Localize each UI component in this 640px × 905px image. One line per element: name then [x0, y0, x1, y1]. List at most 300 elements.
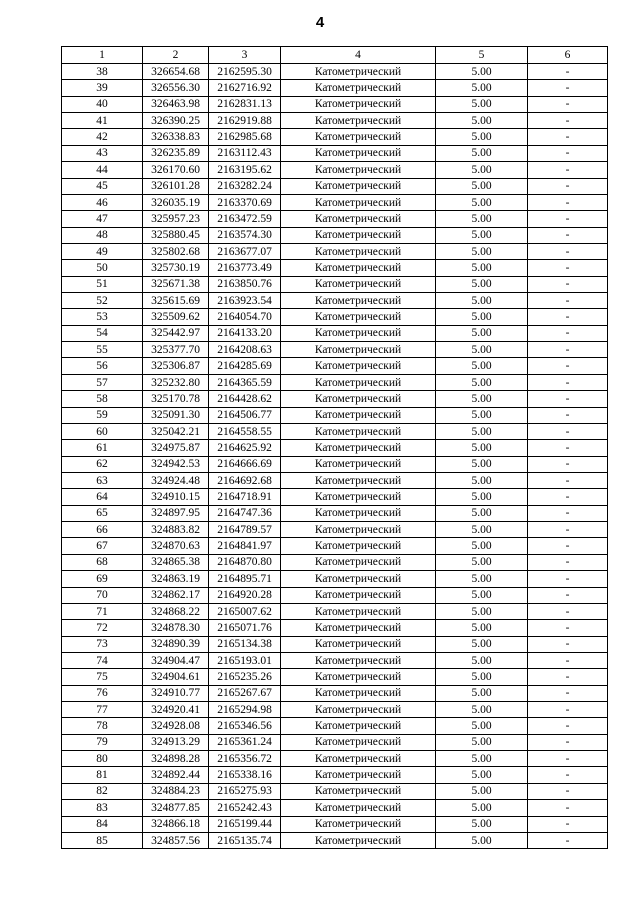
point-number-cell: 59 — [62, 407, 143, 423]
y-coordinate-cell: 2164692.68 — [209, 472, 281, 488]
point-number-cell: 49 — [62, 243, 143, 259]
y-coordinate-cell: 2164285.69 — [209, 358, 281, 374]
y-coordinate-cell: 2164625.92 — [209, 440, 281, 456]
x-coordinate-cell: 325042.21 — [143, 423, 209, 439]
accuracy-cell: 5.00 — [436, 162, 528, 178]
point-number-cell: 47 — [62, 211, 143, 227]
point-number-cell: 65 — [62, 505, 143, 521]
y-coordinate-cell: 2165193.01 — [209, 652, 281, 668]
accuracy-cell: 5.00 — [436, 211, 528, 227]
method-cell: Катометрический — [281, 276, 436, 292]
note-cell: - — [528, 620, 608, 636]
point-number-cell: 70 — [62, 587, 143, 603]
point-number-cell: 44 — [62, 162, 143, 178]
point-number-cell: 85 — [62, 832, 143, 848]
accuracy-cell: 5.00 — [436, 80, 528, 96]
accuracy-cell: 5.00 — [436, 276, 528, 292]
x-coordinate-cell: 325091.30 — [143, 407, 209, 423]
x-coordinate-cell: 324883.82 — [143, 522, 209, 538]
accuracy-cell: 5.00 — [436, 113, 528, 129]
x-coordinate-cell: 325442.97 — [143, 325, 209, 341]
table-row — [62, 243, 608, 259]
column-header: 4 — [281, 47, 436, 64]
table-row — [62, 603, 608, 619]
x-coordinate-cell: 325671.38 — [143, 276, 209, 292]
x-coordinate-cell: 325377.70 — [143, 342, 209, 358]
method-cell: Катометрический — [281, 800, 436, 816]
point-number-cell: 55 — [62, 342, 143, 358]
table-row — [62, 407, 608, 423]
note-cell: - — [528, 194, 608, 210]
method-cell: Катометрический — [281, 374, 436, 390]
y-coordinate-cell: 2164054.70 — [209, 309, 281, 325]
table-row — [62, 374, 608, 390]
x-coordinate-cell: 326556.30 — [143, 80, 209, 96]
y-coordinate-cell: 2164841.97 — [209, 538, 281, 554]
table-row — [62, 260, 608, 276]
x-coordinate-cell: 324868.22 — [143, 603, 209, 619]
accuracy-cell: 5.00 — [436, 538, 528, 554]
point-number-cell: 82 — [62, 783, 143, 799]
method-cell: Катометрический — [281, 587, 436, 603]
table-row — [62, 293, 608, 309]
note-cell: - — [528, 538, 608, 554]
table-row — [62, 636, 608, 652]
accuracy-cell: 5.00 — [436, 505, 528, 521]
point-number-cell: 62 — [62, 456, 143, 472]
y-coordinate-cell: 2165007.62 — [209, 603, 281, 619]
note-cell: - — [528, 440, 608, 456]
y-coordinate-cell: 2164666.69 — [209, 456, 281, 472]
x-coordinate-cell: 326338.83 — [143, 129, 209, 145]
point-number-cell: 83 — [62, 800, 143, 816]
method-cell: Катометрический — [281, 423, 436, 439]
accuracy-cell: 5.00 — [436, 407, 528, 423]
point-number-cell: 60 — [62, 423, 143, 439]
y-coordinate-cell: 2164428.62 — [209, 391, 281, 407]
accuracy-cell: 5.00 — [436, 816, 528, 832]
y-coordinate-cell: 2163112.43 — [209, 145, 281, 161]
table-row — [62, 325, 608, 341]
method-cell: Катометрический — [281, 178, 436, 194]
table-row — [62, 211, 608, 227]
table-row — [62, 587, 608, 603]
note-cell: - — [528, 227, 608, 243]
y-coordinate-cell: 2165199.44 — [209, 816, 281, 832]
x-coordinate-cell: 326654.68 — [143, 64, 209, 80]
note-cell: - — [528, 472, 608, 488]
table-header-row — [62, 47, 608, 64]
table-row — [62, 538, 608, 554]
method-cell: Катометрический — [281, 456, 436, 472]
table-row — [62, 554, 608, 570]
method-cell: Катометрический — [281, 194, 436, 210]
note-cell: - — [528, 342, 608, 358]
accuracy-cell: 5.00 — [436, 652, 528, 668]
accuracy-cell: 5.00 — [436, 522, 528, 538]
x-coordinate-cell: 326235.89 — [143, 145, 209, 161]
x-coordinate-cell: 324877.85 — [143, 800, 209, 816]
accuracy-cell: 5.00 — [436, 734, 528, 750]
table-row — [62, 342, 608, 358]
point-number-cell: 56 — [62, 358, 143, 374]
point-number-cell: 75 — [62, 669, 143, 685]
page-number: 4 — [315, 14, 325, 31]
note-cell: - — [528, 652, 608, 668]
table-row — [62, 358, 608, 374]
x-coordinate-cell: 324865.38 — [143, 554, 209, 570]
x-coordinate-cell: 325615.69 — [143, 293, 209, 309]
note-cell: - — [528, 64, 608, 80]
point-number-cell: 45 — [62, 178, 143, 194]
note-cell: - — [528, 309, 608, 325]
x-coordinate-cell: 324884.23 — [143, 783, 209, 799]
method-cell: Катометрический — [281, 293, 436, 309]
note-cell: - — [528, 571, 608, 587]
table-row — [62, 669, 608, 685]
note-cell: - — [528, 276, 608, 292]
method-cell: Катометрический — [281, 113, 436, 129]
table-row — [62, 832, 608, 848]
note-cell: - — [528, 554, 608, 570]
point-number-cell: 52 — [62, 293, 143, 309]
y-coordinate-cell: 2162716.92 — [209, 80, 281, 96]
method-cell: Катометрический — [281, 129, 436, 145]
column-header: 1 — [62, 47, 143, 64]
y-coordinate-cell: 2165338.16 — [209, 767, 281, 783]
note-cell: - — [528, 113, 608, 129]
accuracy-cell: 5.00 — [436, 293, 528, 309]
table-row — [62, 96, 608, 112]
y-coordinate-cell: 2164365.59 — [209, 374, 281, 390]
point-number-cell: 69 — [62, 571, 143, 587]
note-cell: - — [528, 243, 608, 259]
x-coordinate-cell: 325957.23 — [143, 211, 209, 227]
y-coordinate-cell: 2163282.24 — [209, 178, 281, 194]
x-coordinate-cell: 324866.18 — [143, 816, 209, 832]
note-cell: - — [528, 489, 608, 505]
method-cell: Катометрический — [281, 145, 436, 161]
method-cell: Катометрический — [281, 669, 436, 685]
table-body — [62, 64, 608, 849]
y-coordinate-cell: 2164133.20 — [209, 325, 281, 341]
point-number-cell: 80 — [62, 751, 143, 767]
y-coordinate-cell: 2165346.56 — [209, 718, 281, 734]
table-row — [62, 309, 608, 325]
table-row — [62, 391, 608, 407]
accuracy-cell: 5.00 — [436, 325, 528, 341]
x-coordinate-cell: 324890.39 — [143, 636, 209, 652]
y-coordinate-cell: 2165134.38 — [209, 636, 281, 652]
accuracy-cell: 5.00 — [436, 194, 528, 210]
note-cell: - — [528, 587, 608, 603]
method-cell: Катометрический — [281, 227, 436, 243]
table-row — [62, 456, 608, 472]
table-row — [62, 718, 608, 734]
point-number-cell: 40 — [62, 96, 143, 112]
note-cell: - — [528, 800, 608, 816]
note-cell: - — [528, 505, 608, 521]
accuracy-cell: 5.00 — [436, 423, 528, 439]
note-cell: - — [528, 80, 608, 96]
point-number-cell: 54 — [62, 325, 143, 341]
note-cell: - — [528, 391, 608, 407]
method-cell: Катометрический — [281, 391, 436, 407]
x-coordinate-cell: 324863.19 — [143, 571, 209, 587]
table-row — [62, 472, 608, 488]
method-cell: Катометрический — [281, 309, 436, 325]
method-cell: Катометрический — [281, 211, 436, 227]
table-row — [62, 751, 608, 767]
table-row — [62, 80, 608, 96]
x-coordinate-cell: 326035.19 — [143, 194, 209, 210]
point-number-cell: 48 — [62, 227, 143, 243]
note-cell: - — [528, 325, 608, 341]
note-cell: - — [528, 293, 608, 309]
y-coordinate-cell: 2164718.91 — [209, 489, 281, 505]
table-row — [62, 178, 608, 194]
accuracy-cell: 5.00 — [436, 685, 528, 701]
y-coordinate-cell: 2164920.28 — [209, 587, 281, 603]
method-cell: Катометрический — [281, 243, 436, 259]
y-coordinate-cell: 2165356.72 — [209, 751, 281, 767]
point-number-cell: 64 — [62, 489, 143, 505]
table-row — [62, 64, 608, 80]
x-coordinate-cell: 326390.25 — [143, 113, 209, 129]
note-cell: - — [528, 456, 608, 472]
note-cell: - — [528, 832, 608, 848]
method-cell: Катометрический — [281, 685, 436, 701]
method-cell: Катометрический — [281, 783, 436, 799]
table-row — [62, 423, 608, 439]
accuracy-cell: 5.00 — [436, 783, 528, 799]
x-coordinate-cell: 324913.29 — [143, 734, 209, 750]
point-number-cell: 77 — [62, 702, 143, 718]
x-coordinate-cell: 325730.19 — [143, 260, 209, 276]
point-number-cell: 84 — [62, 816, 143, 832]
method-cell: Катометрический — [281, 64, 436, 80]
point-number-cell: 81 — [62, 767, 143, 783]
table-row — [62, 194, 608, 210]
method-cell: Катометрический — [281, 407, 436, 423]
y-coordinate-cell: 2163850.76 — [209, 276, 281, 292]
method-cell: Катометрический — [281, 751, 436, 767]
x-coordinate-cell: 324910.77 — [143, 685, 209, 701]
y-coordinate-cell: 2162985.68 — [209, 129, 281, 145]
table-row — [62, 685, 608, 701]
point-number-cell: 38 — [62, 64, 143, 80]
accuracy-cell: 5.00 — [436, 800, 528, 816]
x-coordinate-cell: 325232.80 — [143, 374, 209, 390]
method-cell: Катометрический — [281, 603, 436, 619]
y-coordinate-cell: 2165275.93 — [209, 783, 281, 799]
table-row — [62, 652, 608, 668]
point-number-cell: 61 — [62, 440, 143, 456]
table-row — [62, 783, 608, 799]
accuracy-cell: 5.00 — [436, 64, 528, 80]
point-number-cell: 43 — [62, 145, 143, 161]
accuracy-cell: 5.00 — [436, 832, 528, 848]
method-cell: Катометрический — [281, 489, 436, 505]
table-row — [62, 276, 608, 292]
note-cell: - — [528, 407, 608, 423]
y-coordinate-cell: 2165235.26 — [209, 669, 281, 685]
y-coordinate-cell: 2165361.24 — [209, 734, 281, 750]
accuracy-cell: 5.00 — [436, 702, 528, 718]
note-cell: - — [528, 669, 608, 685]
y-coordinate-cell: 2165267.67 — [209, 685, 281, 701]
method-cell: Катометрический — [281, 325, 436, 341]
note-cell: - — [528, 767, 608, 783]
method-cell: Катометрический — [281, 734, 436, 750]
y-coordinate-cell: 2163574.30 — [209, 227, 281, 243]
point-number-cell: 71 — [62, 603, 143, 619]
table-row — [62, 734, 608, 750]
accuracy-cell: 5.00 — [436, 620, 528, 636]
method-cell: Катометрический — [281, 162, 436, 178]
accuracy-cell: 5.00 — [436, 309, 528, 325]
y-coordinate-cell: 2163472.59 — [209, 211, 281, 227]
method-cell: Катометрический — [281, 358, 436, 374]
method-cell: Катометрический — [281, 440, 436, 456]
note-cell: - — [528, 162, 608, 178]
table-row — [62, 227, 608, 243]
x-coordinate-cell: 324892.44 — [143, 767, 209, 783]
method-cell: Катометрический — [281, 636, 436, 652]
accuracy-cell: 5.00 — [436, 571, 528, 587]
table-row — [62, 816, 608, 832]
table-row — [62, 162, 608, 178]
x-coordinate-cell: 324928.08 — [143, 718, 209, 734]
note-cell: - — [528, 603, 608, 619]
note-cell: - — [528, 129, 608, 145]
y-coordinate-cell: 2165294.98 — [209, 702, 281, 718]
method-cell: Катометрический — [281, 554, 436, 570]
x-coordinate-cell: 325509.62 — [143, 309, 209, 325]
accuracy-cell: 5.00 — [436, 603, 528, 619]
point-number-cell: 41 — [62, 113, 143, 129]
note-cell: - — [528, 260, 608, 276]
table-row — [62, 145, 608, 161]
point-number-cell: 67 — [62, 538, 143, 554]
y-coordinate-cell: 2163677.07 — [209, 243, 281, 259]
y-coordinate-cell: 2165242.43 — [209, 800, 281, 816]
y-coordinate-cell: 2163773.49 — [209, 260, 281, 276]
x-coordinate-cell: 324975.87 — [143, 440, 209, 456]
x-coordinate-cell: 324878.30 — [143, 620, 209, 636]
table-row — [62, 702, 608, 718]
y-coordinate-cell: 2164506.77 — [209, 407, 281, 423]
table-row — [62, 505, 608, 521]
point-number-cell: 46 — [62, 194, 143, 210]
y-coordinate-cell: 2164747.36 — [209, 505, 281, 521]
accuracy-cell: 5.00 — [436, 342, 528, 358]
method-cell: Катометрический — [281, 472, 436, 488]
accuracy-cell: 5.00 — [436, 145, 528, 161]
note-cell: - — [528, 718, 608, 734]
x-coordinate-cell: 325802.68 — [143, 243, 209, 259]
point-number-cell: 53 — [62, 309, 143, 325]
x-coordinate-cell: 324942.53 — [143, 456, 209, 472]
method-cell: Катометрический — [281, 505, 436, 521]
x-coordinate-cell: 326463.98 — [143, 96, 209, 112]
accuracy-cell: 5.00 — [436, 636, 528, 652]
method-cell: Катометрический — [281, 571, 436, 587]
note-cell: - — [528, 702, 608, 718]
point-number-cell: 63 — [62, 472, 143, 488]
table-row — [62, 767, 608, 783]
column-header: 2 — [143, 47, 209, 64]
table-row — [62, 620, 608, 636]
table-row — [62, 800, 608, 816]
accuracy-cell: 5.00 — [436, 456, 528, 472]
accuracy-cell: 5.00 — [436, 669, 528, 685]
y-coordinate-cell: 2164895.71 — [209, 571, 281, 587]
y-coordinate-cell: 2162831.13 — [209, 96, 281, 112]
method-cell: Катометрический — [281, 538, 436, 554]
accuracy-cell: 5.00 — [436, 243, 528, 259]
method-cell: Катометрический — [281, 522, 436, 538]
x-coordinate-cell: 324857.56 — [143, 832, 209, 848]
method-cell: Катометрический — [281, 80, 436, 96]
accuracy-cell: 5.00 — [436, 96, 528, 112]
y-coordinate-cell: 2162919.88 — [209, 113, 281, 129]
point-number-cell: 50 — [62, 260, 143, 276]
accuracy-cell: 5.00 — [436, 718, 528, 734]
accuracy-cell: 5.00 — [436, 440, 528, 456]
method-cell: Катометрический — [281, 652, 436, 668]
x-coordinate-cell: 324904.47 — [143, 652, 209, 668]
method-cell: Катометрический — [281, 767, 436, 783]
x-coordinate-cell: 324904.61 — [143, 669, 209, 685]
method-cell: Катометрический — [281, 702, 436, 718]
x-coordinate-cell: 324924.48 — [143, 472, 209, 488]
x-coordinate-cell: 324870.63 — [143, 538, 209, 554]
note-cell: - — [528, 685, 608, 701]
y-coordinate-cell: 2165071.76 — [209, 620, 281, 636]
x-coordinate-cell: 324898.28 — [143, 751, 209, 767]
method-cell: Катометрический — [281, 832, 436, 848]
note-cell: - — [528, 783, 608, 799]
accuracy-cell: 5.00 — [436, 751, 528, 767]
accuracy-cell: 5.00 — [436, 472, 528, 488]
x-coordinate-cell: 325880.45 — [143, 227, 209, 243]
x-coordinate-cell: 324910.15 — [143, 489, 209, 505]
note-cell: - — [528, 178, 608, 194]
accuracy-cell: 5.00 — [436, 767, 528, 783]
point-number-cell: 68 — [62, 554, 143, 570]
point-number-cell: 51 — [62, 276, 143, 292]
method-cell: Катометрический — [281, 718, 436, 734]
x-coordinate-cell: 324862.17 — [143, 587, 209, 603]
accuracy-cell: 5.00 — [436, 554, 528, 570]
accuracy-cell: 5.00 — [436, 260, 528, 276]
note-cell: - — [528, 816, 608, 832]
table-row — [62, 571, 608, 587]
point-number-cell: 72 — [62, 620, 143, 636]
accuracy-cell: 5.00 — [436, 489, 528, 505]
y-coordinate-cell: 2163195.62 — [209, 162, 281, 178]
note-cell: - — [528, 734, 608, 750]
y-coordinate-cell: 2164870.80 — [209, 554, 281, 570]
note-cell: - — [528, 751, 608, 767]
y-coordinate-cell: 2163923.54 — [209, 293, 281, 309]
point-number-cell: 73 — [62, 636, 143, 652]
note-cell: - — [528, 145, 608, 161]
column-header: 3 — [209, 47, 281, 64]
accuracy-cell: 5.00 — [436, 129, 528, 145]
x-coordinate-cell: 326170.60 — [143, 162, 209, 178]
